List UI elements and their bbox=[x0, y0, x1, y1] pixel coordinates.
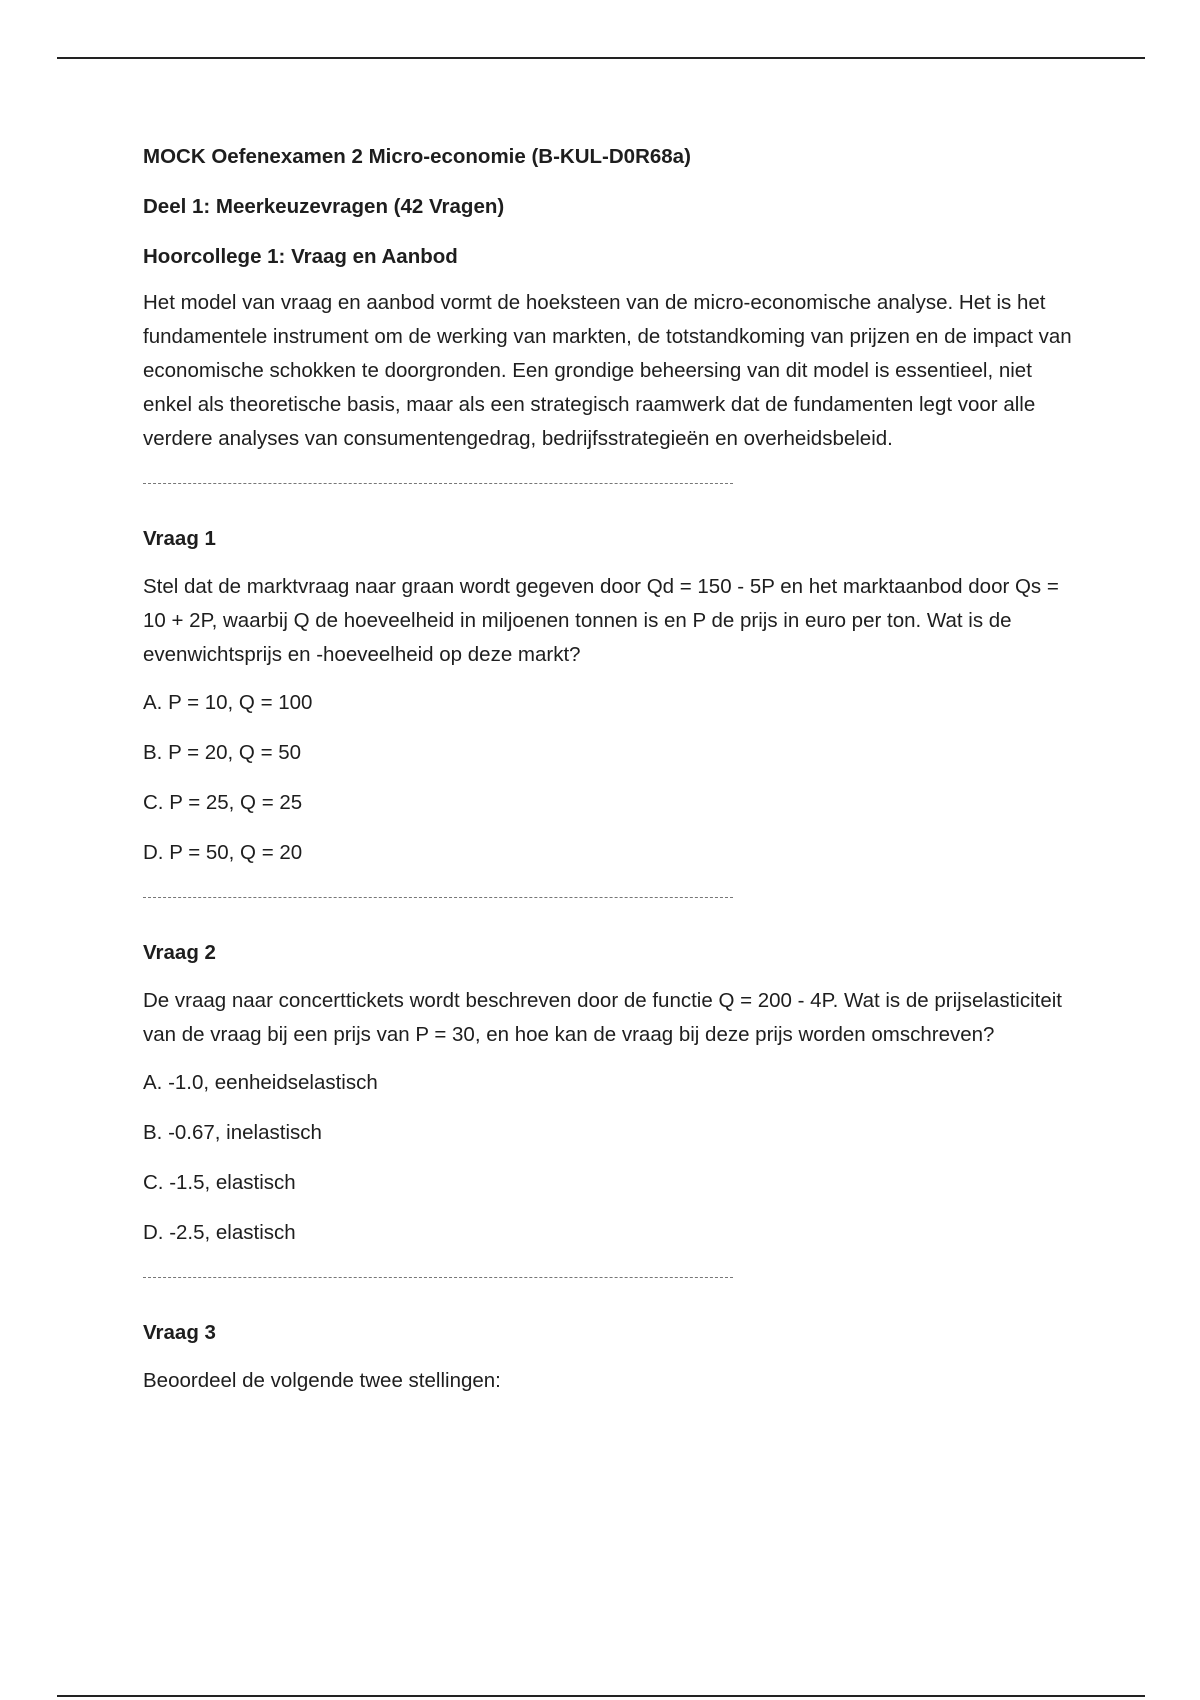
footer-rule bbox=[57, 1695, 1145, 1697]
answer-option-d: D. P = 50, Q = 20 bbox=[143, 841, 303, 864]
question-text: Beoordeel de volgende twee stellingen: bbox=[143, 1369, 501, 1392]
document-title: MOCK Oefenexamen 2 Micro-economie (B-KUL-D0R68a) bbox=[143, 145, 691, 168]
answer-option-b: B. -0.67, inelastisch bbox=[143, 1121, 322, 1144]
question-label: Vraag 3 bbox=[143, 1321, 216, 1344]
question-text: Stel dat de marktvraag naar graan wordt gegeven door Qd = 150 - 5P en het marktaanbod door Qs = 10 + 2P, waarbij Q de hoeveelheid in miljoenen tonnen is en P de prijs in euro per ton. Wat is de evenwichtsprijs en -hoeveelheid op deze markt? bbox=[143, 575, 1059, 666]
answer-option-c: C. -1.5, elastisch bbox=[143, 1171, 296, 1194]
document-body bbox=[143, 140, 1073, 1412]
question-label: Vraag 1 bbox=[143, 527, 216, 550]
answer-option-a: A. P = 10, Q = 100 bbox=[143, 691, 313, 714]
question-3 bbox=[143, 1316, 1073, 1398]
question-label: Vraag 2 bbox=[143, 941, 216, 964]
answer-option-c: C. P = 25, Q = 25 bbox=[143, 791, 303, 814]
answer-option-d: D. -2.5, elastisch bbox=[143, 1221, 296, 1244]
question-1 bbox=[143, 522, 1073, 870]
intro-paragraph: Het model van vraag en aanbod vormt de hoeksteen van de micro-economische analyse. Het is het fundamentele instrument om de werking van markten, de totstandkoming van prijzen en de impact van economische schokken te doorgronden. Een grondige beheersing van dit model is essentieel, niet enkel als theoretische basis, maar als een strategisch raamwerk dat de fundamenten legt voor alle verdere analyses van consumentengedrag, bedrijfsstrategieën en overheidsbeleid. bbox=[143, 291, 1072, 450]
section-divider bbox=[143, 1266, 1073, 1290]
section-divider bbox=[143, 472, 1073, 496]
header-rule bbox=[57, 57, 1145, 59]
answer-option-b: B. P = 20, Q = 50 bbox=[143, 741, 302, 764]
question-2 bbox=[143, 936, 1073, 1250]
lecture-heading: Hoorcollege 1: Vraag en Aanbod bbox=[143, 245, 458, 268]
answer-option-a: A. -1.0, eenheidselastisch bbox=[143, 1071, 378, 1094]
section-divider bbox=[143, 886, 1073, 910]
part-heading: Deel 1: Meerkeuzevragen (42 Vragen) bbox=[143, 195, 505, 218]
question-text: De vraag naar concerttickets wordt beschreven door de functie Q = 200 - 4P. Wat is de prijselasticiteit van de vraag bij een prijs van P = 30, en hoe kan de vraag bij deze prijs worden omschreven? bbox=[143, 989, 1062, 1046]
